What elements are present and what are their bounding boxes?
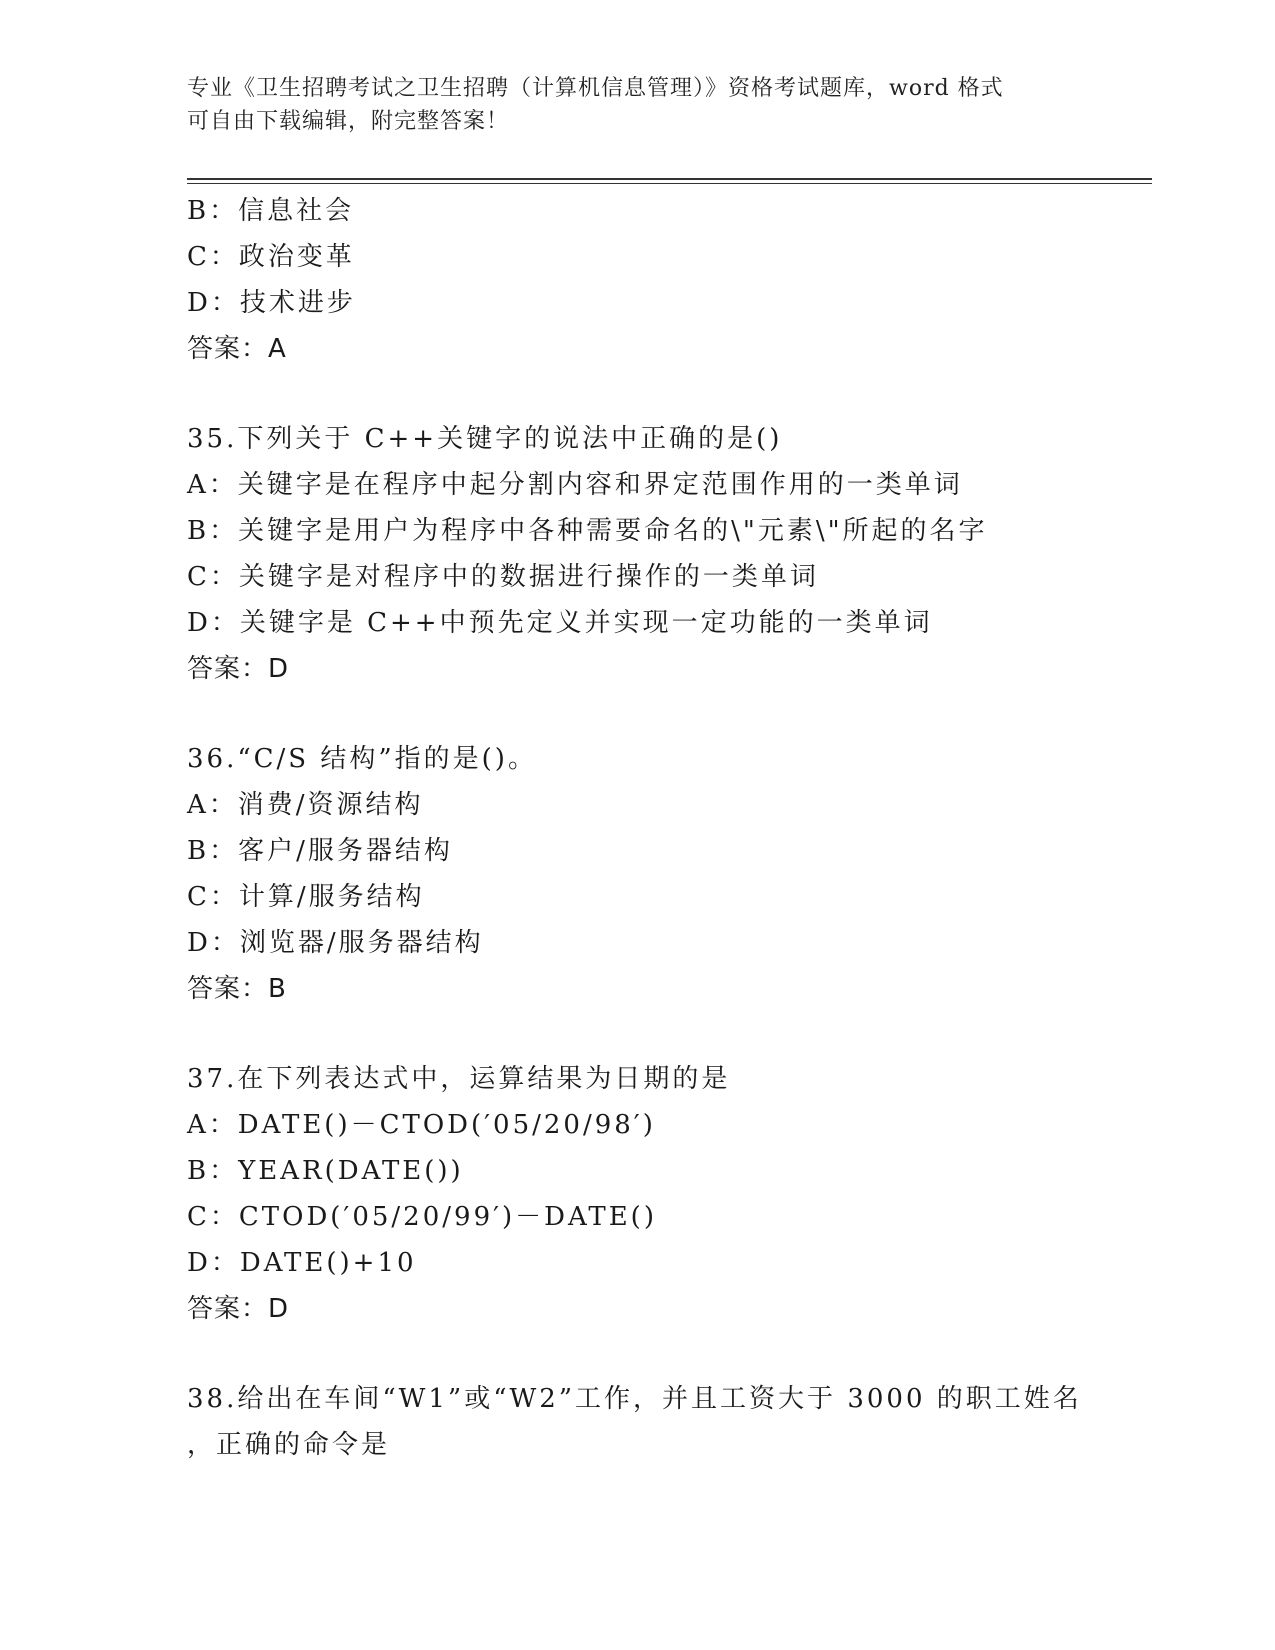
- question-37: [187, 1056, 1117, 1332]
- question-stem-line-1: 38.给出在车间“W1”或“W2”工作，并且工资大于 3000 的职工姓名: [187, 1384, 1082, 1414]
- option-a: A：关键字是在程序中起分割内容和界定范围作用的一类单词: [187, 470, 963, 500]
- option-a: A：DATE()－CTOD(′05/20/98′): [187, 1110, 656, 1140]
- question-stem: 35.下列关于 C++关键字的说法中正确的是(): [187, 424, 783, 454]
- option-d: D：浏览器/服务器结构: [187, 928, 484, 958]
- header-line-1: 专业《卫生招聘考试之卫生招聘（计算机信息管理）》资格考试题库，word 格式: [187, 76, 1004, 101]
- answer: 答案：A: [187, 334, 287, 364]
- question-list: [187, 188, 1117, 1468]
- option-c: C：计算/服务结构: [187, 882, 425, 912]
- option-d: D：技术进步: [187, 288, 356, 318]
- document-header: [187, 72, 1067, 138]
- option-d: D：DATE()+10: [187, 1248, 417, 1278]
- question-34-continued: [187, 188, 1117, 372]
- option-c: C：政治变革: [187, 242, 355, 272]
- answer: 答案：D: [187, 654, 290, 684]
- answer: 答案：D: [187, 1294, 290, 1324]
- header-line-2: 可自由下载编辑，附完整答案！: [187, 109, 510, 134]
- question-38: [187, 1376, 1117, 1468]
- option-b: B：YEAR(DATE()): [187, 1156, 464, 1186]
- answer: 答案：B: [187, 974, 287, 1004]
- header-divider-thin: [187, 183, 1152, 184]
- option-b: B：客户/服务器结构: [187, 836, 453, 866]
- question-36: [187, 736, 1117, 1012]
- option-b: B：信息社会: [187, 196, 355, 226]
- question-stem-line-2: ，正确的命令是: [187, 1430, 391, 1460]
- option-b: B：关键字是用户为程序中各种需要命名的\"元素\"所起的名字: [187, 516, 988, 546]
- option-c: C：CTOD(′05/20/99′)－DATE(): [187, 1202, 657, 1232]
- header-divider-thick: [187, 178, 1152, 180]
- option-d: D：关键字是 C++中预先定义并实现一定功能的一类单词: [187, 608, 933, 638]
- option-c: C：关键字是对程序中的数据进行操作的一类单词: [187, 562, 819, 592]
- question-stem: 37.在下列表达式中，运算结果为日期的是: [187, 1064, 731, 1094]
- question-35: [187, 416, 1117, 692]
- option-a: A：消费/资源结构: [187, 790, 424, 820]
- question-stem: 36.“C/S 结构”指的是()。: [187, 744, 537, 774]
